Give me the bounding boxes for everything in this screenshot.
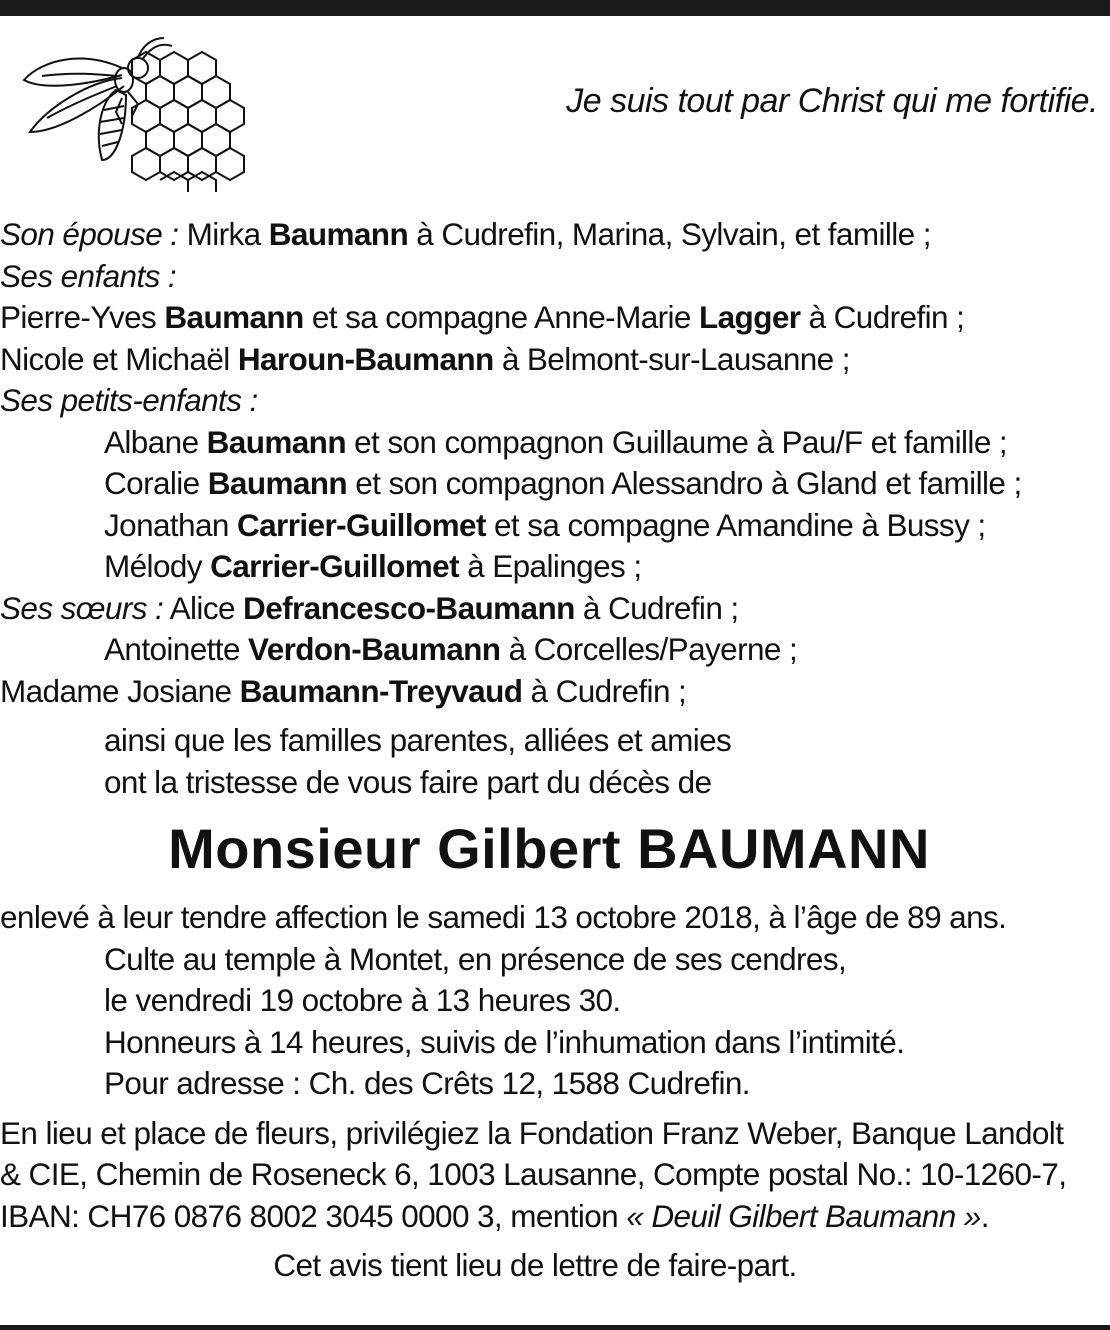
partner-last-name: Lagger (699, 299, 801, 335)
sister-line (0, 629, 1110, 671)
announce-line: ainsi que les familles parentes, alliées et amies (104, 722, 732, 758)
sister-last-name: Defrancesco-Baumann (243, 589, 575, 626)
grandchild-detail: à Epalinges ; (467, 548, 642, 584)
grandchild-last-name: Baumann (206, 423, 346, 460)
ceremony-line: le vendredi 19 octobre à 13 heures 30. (104, 982, 621, 1018)
grandchild-detail: et son compagnon Alessandro à Gland et famille ; (355, 465, 1022, 501)
relative-line (0, 671, 1110, 713)
bee-on-honeycomb-icon (12, 20, 247, 200)
grandchild-first-name: Mélody (104, 548, 202, 584)
closing-line: Cet avis tient lieu de lettre de faire-part. (273, 1247, 797, 1283)
child-last-name: Haroun-Baumann (237, 340, 494, 377)
grandchild-detail: et son compagnon Guillaume à Pau/F et famille ; (354, 423, 1008, 460)
children-label: Ses enfants : (0, 257, 177, 294)
sister-line (0, 588, 1110, 630)
relative-first-name: Madame Josiane (0, 672, 232, 709)
grandchildren-label: Ses petits-enfants : (0, 382, 258, 418)
sister-first-name: Antoinette (104, 631, 240, 667)
deceased-name: Monsieur Gilbert BAUMANN (168, 817, 930, 880)
donation-line: En lieu et place de fleurs, privilégiez la Fondation Franz Weber, Banque Landolt (0, 1114, 1064, 1151)
top-border-rule (0, 0, 1110, 16)
grandchild-last-name: Baumann (207, 465, 348, 501)
relative-last-name: Baumann-Treyvaud (239, 672, 523, 709)
announce-line: ont la tristesse de vous faire part du décès de (104, 763, 712, 800)
relative-location: à Cudrefin ; (530, 672, 687, 709)
ceremony-line: Honneurs à 14 heures, suivis de l’inhumation dans l’intimité. (104, 1023, 905, 1060)
sisters-label: Ses sœurs : (0, 589, 164, 626)
donation-line: & CIE, Chemin de Roseneck 6, 1003 Lausanne, Compte postal No.: 10-1260-7, (0, 1156, 1067, 1192)
grandchild-line (0, 546, 1110, 588)
spouse-line (0, 214, 1110, 256)
grandchild-line (0, 422, 1110, 464)
grandchild-line (0, 505, 1110, 547)
child-detail: et sa compagne Anne-Marie (311, 299, 691, 335)
ceremony-line: Pour adresse : Ch. des Crêts 12, 1588 Cudrefin. (104, 1065, 750, 1101)
grandchild-last-name: Carrier-Guillomet (236, 506, 486, 543)
grandchild-first-name: Coralie (104, 465, 200, 501)
scripture-verse: Je suis tout par Christ qui me fortifie. (566, 82, 1098, 120)
grandchild-first-name: Albane (104, 423, 199, 460)
donation-line (0, 1196, 1110, 1238)
child-line (0, 297, 1110, 339)
spouse-label: Son épouse : (0, 216, 179, 252)
punctuation: . (980, 1197, 989, 1234)
sister-location: à Cudrefin ; (582, 589, 739, 626)
child-first-name: Nicole et Michaël (0, 340, 230, 377)
ceremony-line: Culte au temple à Montet, en présence de ses cendres, (104, 940, 847, 977)
spouse-first-name: Mirka (186, 216, 261, 252)
child-line (0, 339, 1110, 381)
children-label-line (0, 256, 1110, 298)
spouse-detail: à Cudrefin, Marina, Sylvain, et famille ; (416, 216, 931, 252)
grandchildren-label-line (0, 380, 1110, 422)
child-last-name: Baumann (164, 299, 304, 335)
child-location: à Belmont-sur-Lausanne ; (501, 340, 850, 377)
death-line: enlevé à leur tendre affection le samedi 13 octobre 2018, à l’âge de 89 ans. (0, 899, 1007, 935)
child-location: à Cudrefin ; (808, 299, 965, 335)
obituary-body (0, 214, 1110, 1287)
grandchild-detail: et sa compagne Amandine à Bussy ; (494, 506, 986, 543)
grandchild-last-name: Carrier-Guillomet (210, 548, 459, 584)
sister-last-name: Verdon-Baumann (248, 631, 501, 667)
grandchild-line (0, 463, 1110, 505)
bottom-border-rule (0, 1325, 1110, 1330)
iban-text: IBAN: CH76 0876 8002 3045 0000 3, mention (0, 1197, 619, 1234)
sister-location: à Corcelles/Payerne ; (508, 631, 798, 667)
grandchild-first-name: Jonathan (104, 506, 229, 543)
sister-first-name: Alice (169, 589, 235, 626)
donation-mention: « Deuil Gilbert Baumann » (626, 1197, 981, 1234)
spouse-last-name: Baumann (268, 216, 409, 252)
child-first-name: Pierre-Yves (0, 299, 157, 335)
